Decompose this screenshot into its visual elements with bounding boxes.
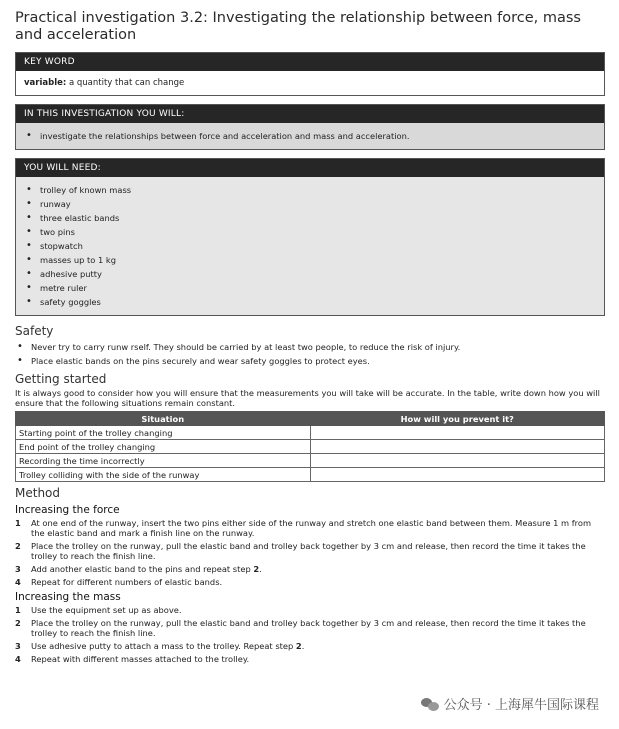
- force-steps-list: [15, 518, 605, 587]
- mass-step: [15, 618, 605, 638]
- need-item: • trolley of known mass: [24, 183, 596, 197]
- force-step: [15, 518, 605, 538]
- need-item: • adhesive putty: [24, 267, 596, 281]
- worksheet-page: [15, 10, 605, 667]
- step-number: 3: [15, 564, 21, 574]
- table-row: [16, 440, 605, 454]
- key-word-box: [15, 52, 605, 96]
- need-item: • safety goggles: [24, 295, 596, 309]
- safety-list: [15, 340, 605, 368]
- need-heading: YOU WILL NEED:: [16, 159, 604, 177]
- watermark: [421, 694, 599, 713]
- need-box: [15, 158, 605, 316]
- mass-step: [15, 605, 605, 615]
- force-step: [15, 564, 605, 574]
- need-item: • masses up to 1 kg: [24, 253, 596, 267]
- getting-started-text: It is always good to consider how you will ensure that the measurements you will take will be accurate. In the table, write down how you will ensure that the following situations remain constant.: [15, 388, 600, 408]
- need-item: • metre ruler: [24, 281, 596, 295]
- safety-item: • Place elastic bands on the pins securely and wear safety goggles to protect eyes.: [15, 354, 605, 368]
- step-number: 1: [15, 518, 21, 528]
- step-text: Repeat with different masses attached to the trolley.: [31, 654, 250, 664]
- step-number: 2: [15, 541, 21, 551]
- investigation-heading: IN THIS INVESTIGATION YOU WILL:: [16, 105, 604, 123]
- need-list: [24, 183, 596, 309]
- investigation-body: [16, 123, 604, 149]
- need-item: • stopwatch: [24, 239, 596, 253]
- need-item: • two pins: [24, 225, 596, 239]
- situation-cell: Starting point of the trolley changing: [16, 426, 311, 440]
- mass-steps-list: [15, 605, 605, 664]
- table-row: [16, 426, 605, 440]
- step-text: Repeat for different numbers of elastic bands.: [31, 577, 223, 587]
- wechat-icon: [421, 696, 439, 712]
- need-item: • three elastic bands: [24, 211, 596, 225]
- answer-cell[interactable]: [310, 454, 605, 468]
- need-body: [16, 177, 604, 315]
- answer-cell[interactable]: [310, 440, 605, 454]
- step-text: Use the equipment set up as above.: [31, 605, 182, 615]
- investigation-box: [15, 104, 605, 150]
- step-text: Add another elastic band to the pins and repeat step 2.: [31, 564, 262, 574]
- situation-cell: End point of the trolley changing: [16, 440, 311, 454]
- force-heading: Increasing the force: [15, 504, 120, 516]
- step-number: 1: [15, 605, 21, 615]
- mass-heading: Increasing the mass: [15, 591, 121, 603]
- force-step: [15, 577, 605, 587]
- step-text: Place the trolley on the runway, pull the elastic band and trolley back together by 3 cm and release, then record the time it takes the trolley to reach the finish line.: [31, 541, 586, 561]
- need-item: • runway: [24, 197, 596, 211]
- step-number: 2: [15, 618, 21, 628]
- method-heading: Method: [15, 486, 61, 500]
- table-header-situation: Situation: [16, 412, 311, 426]
- step-number: 4: [15, 654, 21, 664]
- safety-item: • Never try to carry runw rself. They should be carried by at least two people, to reduce the risk of injury.: [15, 340, 605, 354]
- getting-started-heading: Getting started: [15, 372, 107, 386]
- key-word-definition: a quantity that can change: [66, 78, 185, 88]
- situation-cell: Recording the time incorrectly: [16, 454, 311, 468]
- step-text: Place the trolley on the runway, pull the elastic band and trolley back together by 3 cm and release, then record the time it takes the trolley to reach the finish line.: [31, 618, 586, 638]
- table-row: [16, 454, 605, 468]
- key-word-body: [16, 71, 604, 95]
- key-word-heading: KEY WORD: [16, 53, 604, 71]
- investigation-list: [24, 129, 596, 143]
- watermark-text: 公众号 · 上海犀牛国际课程: [443, 698, 599, 713]
- step-text: Use adhesive putty to attach a mass to the trolley. Repeat step 2.: [31, 641, 305, 651]
- table-row: [16, 468, 605, 482]
- safety-heading: Safety: [15, 324, 54, 338]
- step-number: 3: [15, 641, 21, 651]
- table-header-prevent: How will you prevent it?: [310, 412, 605, 426]
- situation-cell: Trolley colliding with the side of the runway: [16, 468, 311, 482]
- answer-cell[interactable]: [310, 426, 605, 440]
- page-title: Practical investigation 3.2: Investigating the relationship between force, mass and acceleration: [15, 10, 581, 43]
- step-number: 4: [15, 577, 21, 587]
- investigation-item: • investigate the relationships between force and acceleration and mass and acceleration.: [24, 129, 596, 143]
- mass-step: [15, 641, 605, 651]
- situation-table: [15, 411, 605, 482]
- mass-step: [15, 654, 605, 664]
- force-step: [15, 541, 605, 561]
- key-word-term: variable:: [24, 78, 67, 88]
- answer-cell[interactable]: [310, 468, 605, 482]
- step-text: At one end of the runway, insert the two pins either side of the runway and stretch one elastic band between them. Measure 1 m from the elastic band and mark a finish line on the runway.: [31, 518, 592, 538]
